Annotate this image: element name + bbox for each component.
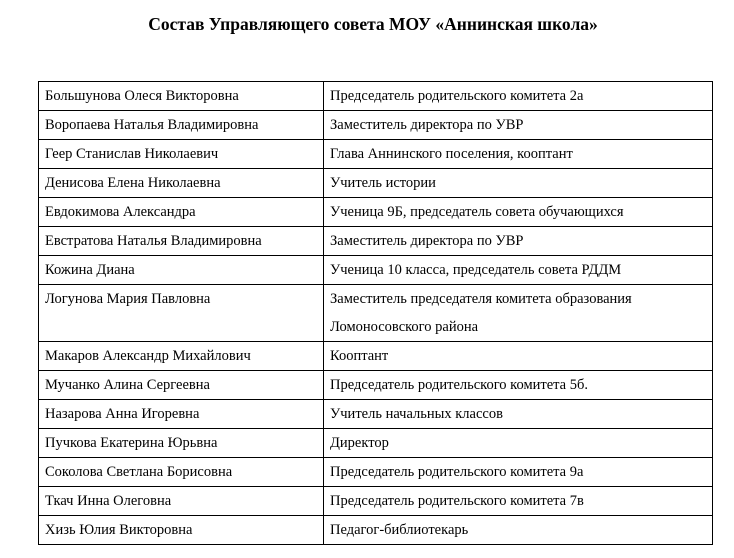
table-row [39,371,713,400]
council-table [38,81,713,545]
member-name: Соколова Светлана Борисовна [39,458,324,487]
table-row [39,256,713,285]
member-name: Хизь Юлия Викторовна [39,516,324,545]
member-role: Учитель начальных классов [324,400,713,429]
member-role: Глава Аннинского поселения, кооптант [324,140,713,169]
table-row [39,487,713,516]
member-role: Директор [324,429,713,458]
member-role: Ученица 9Б, председатель совета обучающихся [324,198,713,227]
member-role: Председатель родительского комитета 5б. [324,371,713,400]
table-row [39,140,713,169]
member-name: Воропаева Наталья Владимировна [39,111,324,140]
member-name: Мучанко Алина Сергеевна [39,371,324,400]
member-role: Заместитель директора по УВР [324,111,713,140]
table-row [39,82,713,111]
table-row [39,429,713,458]
member-name: Логунова Мария Павловна [39,285,324,342]
member-name: Назарова Анна Игоревна [39,400,324,429]
member-role: Председатель родительского комитета 2а [324,82,713,111]
member-name: Пучкова Екатерина Юрьвна [39,429,324,458]
member-role [324,285,713,342]
table-row [39,342,713,371]
member-name: Кожина Диана [39,256,324,285]
member-name: Ткач Инна Олеговна [39,487,324,516]
member-role: Заместитель директора по УВР [324,227,713,256]
table-row [39,400,713,429]
table-row [39,169,713,198]
member-role: Председатель родительского комитета 7в [324,487,713,516]
member-role: Ученица 10 класса, председатель совета РДДМ [324,256,713,285]
member-name: Макаров Александр Михайлович [39,342,324,371]
table-row [39,458,713,487]
member-name: Денисова Елена Николаевна [39,169,324,198]
member-role-line-2: Ломоносовского района [330,319,479,335]
member-name: Геер Станислав Николаевич [39,140,324,169]
page-title: Состав Управляющего совета МОУ «Аннинская школа» [148,14,598,34]
table-row [39,198,713,227]
table-row [39,516,713,545]
member-role: Кооптант [324,342,713,371]
member-role: Председатель родительского комитета 9а [324,458,713,487]
member-role: Учитель истории [324,169,713,198]
member-name: Евстратова Наталья Владимировна [39,227,324,256]
table-row [39,285,713,342]
member-name: Большунова Олеся Викторовна [39,82,324,111]
member-role: Педагог-библиотекарь [324,516,713,545]
member-name: Евдокимова Александра [39,198,324,227]
member-role-line-1: Заместитель председателя комитета образования [330,291,632,307]
table-row [39,111,713,140]
table-row [39,227,713,256]
